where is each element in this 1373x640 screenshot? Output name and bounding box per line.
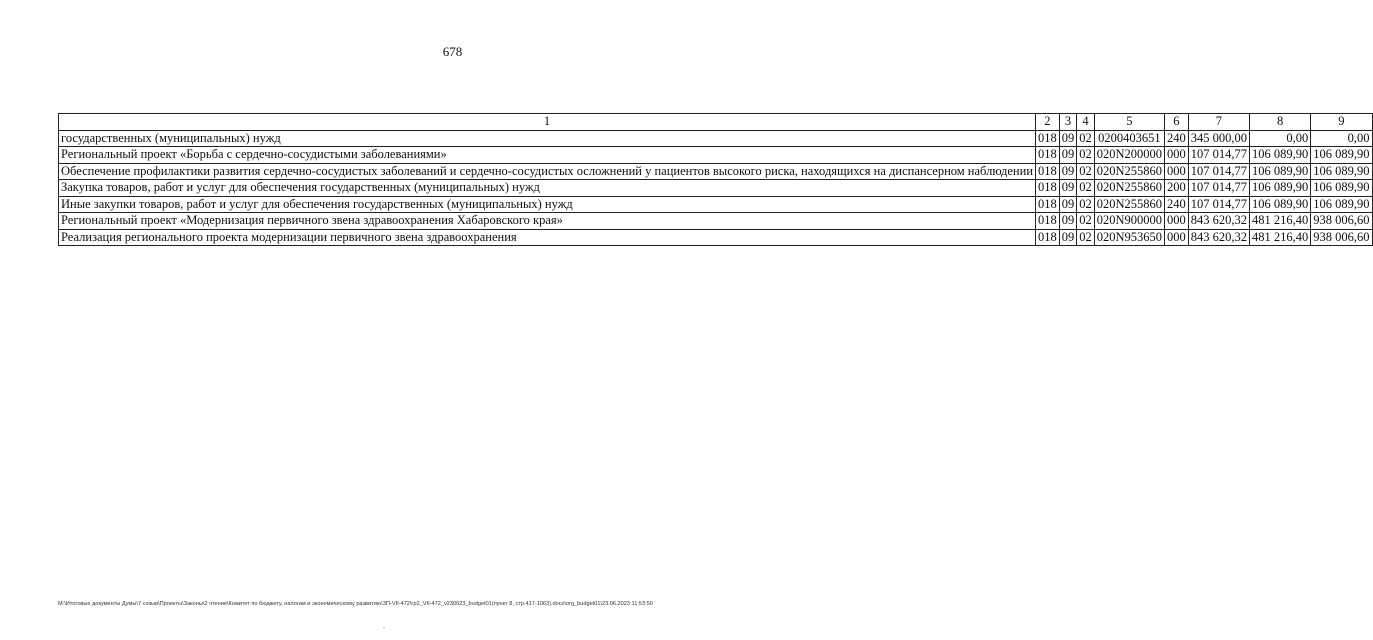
ministry-code-cell: 018 — [1036, 163, 1060, 180]
ministry-code-cell: 018 — [1036, 229, 1060, 246]
section-code-cell: 09 — [1059, 229, 1077, 246]
amount-col8-cell: 481 216,40 — [1250, 229, 1311, 246]
expense-type-cell: 000 — [1165, 213, 1189, 230]
row-name-cell: Региональный проект «Борьба с сердечно-сосудистыми заболеваниями» — [59, 147, 1036, 164]
column-header: 4 — [1077, 114, 1095, 131]
amount-col9-cell: 938 006,60 — [1311, 229, 1372, 246]
section-code-cell: 09 — [1059, 180, 1077, 197]
target-article-cell: 020N255860 — [1094, 196, 1164, 213]
amount-col8-cell: 0,00 — [1250, 130, 1311, 147]
subsection-code-cell: 02 — [1077, 213, 1095, 230]
ministry-code-cell: 018 — [1036, 196, 1060, 213]
amount-col7-cell: 107 014,77 — [1188, 180, 1249, 197]
table-row — [59, 147, 1373, 164]
target-article-cell: 020N255860 — [1094, 163, 1164, 180]
row-name-cell: Реализация регионального проекта модернизации первичного звена здравоохранения — [59, 229, 1036, 246]
page-number: 678 — [442, 44, 463, 59]
amount-col9-cell: 0,00 — [1311, 130, 1372, 147]
column-header: 9 — [1311, 114, 1372, 131]
ministry-code-cell: 018 — [1036, 147, 1060, 164]
expense-type-cell: 000 — [1165, 163, 1189, 180]
subsection-code-cell: 02 — [1077, 163, 1095, 180]
ministry-code-cell: 018 — [1036, 130, 1060, 147]
subsection-code-cell: 02 — [1077, 196, 1095, 213]
amount-col9-cell: 938 006,60 — [1311, 213, 1372, 230]
expense-type-cell: 200 — [1165, 180, 1189, 197]
amount-col7-cell: 843 620,32 — [1188, 229, 1249, 246]
budget-table — [58, 113, 1373, 246]
expense-type-cell: 000 — [1165, 229, 1189, 246]
table-row — [59, 196, 1373, 213]
target-article-cell: 020N953650 — [1094, 229, 1164, 246]
row-name-cell: государственных (муниципальных) нужд — [59, 130, 1036, 147]
section-code-cell: 09 — [1059, 163, 1077, 180]
expense-type-cell: 000 — [1165, 147, 1189, 164]
column-header: 2 — [1036, 114, 1060, 131]
amount-col8-cell: 106 089,90 — [1250, 163, 1311, 180]
table-row — [59, 163, 1373, 180]
amount-col7-cell: 843 620,32 — [1188, 213, 1249, 230]
row-name-cell: Закупка товаров, работ и услуг для обеспечения государственных (муниципальных) нужд — [59, 180, 1036, 197]
expense-type-cell: 240 — [1165, 130, 1189, 147]
table-row — [59, 180, 1373, 197]
ministry-code-cell: 018 — [1036, 213, 1060, 230]
amount-col7-cell: 345 000,00 — [1188, 130, 1249, 147]
row-name-cell: Региональный проект «Модернизация первичного звена здравоохранения Хабаровского края» — [59, 213, 1036, 230]
section-code-cell: 09 — [1059, 196, 1077, 213]
target-article-cell: 0200403651 — [1094, 130, 1164, 147]
amount-col9-cell: 106 089,90 — [1311, 196, 1372, 213]
amount-col9-cell: 106 089,90 — [1311, 147, 1372, 164]
target-article-cell: 020N255860 — [1094, 180, 1164, 197]
subsection-code-cell: 02 — [1077, 130, 1095, 147]
subsection-code-cell: 02 — [1077, 229, 1095, 246]
table-row — [59, 229, 1373, 246]
column-header: 6 — [1165, 114, 1189, 131]
amount-col8-cell: 481 216,40 — [1250, 213, 1311, 230]
column-header: 8 — [1250, 114, 1311, 131]
target-article-cell: 020N900000 — [1094, 213, 1164, 230]
amount-col7-cell: 107 014,77 — [1188, 147, 1249, 164]
section-code-cell: 09 — [1059, 130, 1077, 147]
table-header-row — [59, 114, 1373, 131]
amount-col8-cell: 106 089,90 — [1250, 196, 1311, 213]
amount-col7-cell: 107 014,77 — [1188, 196, 1249, 213]
footer-file-path: M:\Итоговые документы Думы\7 созыв\Проекты\Законы\2 чтение\Комитет по бюджету, налогам и экономическому развитию\ЗП-VII-472\гр2_VII-472_v230623_budget01(пункт 8, стр.417-1063).docx\org_budget01\23.06.2023 11:53:50 — [58, 601, 653, 607]
amount-col9-cell: 106 089,90 — [1311, 180, 1372, 197]
amount-col7-cell: 107 014,77 — [1188, 163, 1249, 180]
table-row — [59, 213, 1373, 230]
amount-col8-cell: 106 089,90 — [1250, 180, 1311, 197]
amount-col8-cell: 106 089,90 — [1250, 147, 1311, 164]
subsection-code-cell: 02 — [1077, 147, 1095, 164]
table-row — [59, 130, 1373, 147]
column-header: 1 — [59, 114, 1036, 131]
target-article-cell: 020N200000 — [1094, 147, 1164, 164]
amount-col9-cell: 106 089,90 — [1311, 163, 1372, 180]
ministry-code-cell: 018 — [1036, 180, 1060, 197]
subsection-code-cell: 02 — [1077, 180, 1095, 197]
scan-artifact — [383, 627, 385, 628]
section-code-cell: 09 — [1059, 147, 1077, 164]
column-header: 7 — [1188, 114, 1249, 131]
row-name-cell: Иные закупки товаров, работ и услуг для обеспечения государственных (муниципальных) нужд — [59, 196, 1036, 213]
column-header: 3 — [1059, 114, 1077, 131]
section-code-cell: 09 — [1059, 213, 1077, 230]
row-name-cell: Обеспечение профилактики развития сердечно-сосудистых заболеваний и сердечно-сосудистых осложнений у пациентов высокого риска, находящихся на диспансерном наблюдении — [59, 163, 1036, 180]
column-header: 5 — [1094, 114, 1164, 131]
expense-type-cell: 240 — [1165, 196, 1189, 213]
